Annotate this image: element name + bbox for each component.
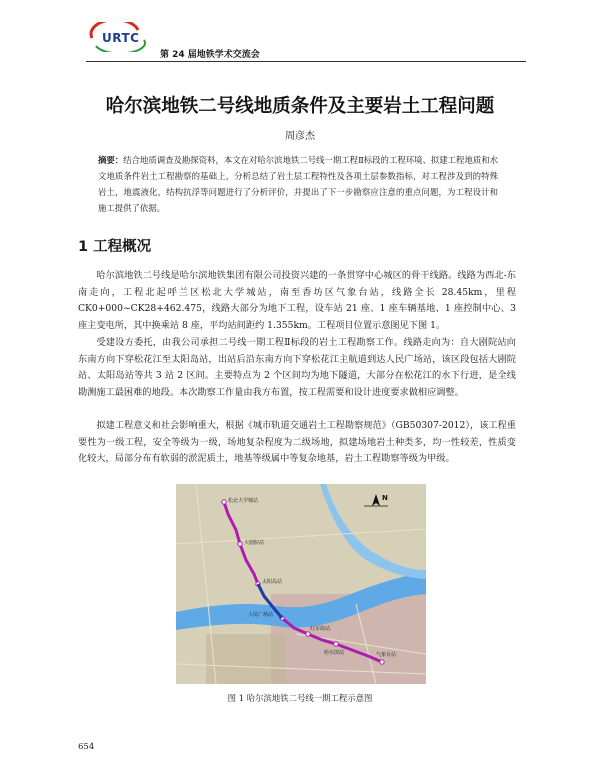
station-marker bbox=[238, 542, 242, 546]
abstract-text: 结合地质调查及勘探资料，本文在对哈尔滨地铁二号线一期工程Ⅱ标段的工程环境、拟建工程地质和水文地质条件岩土工程勘察的基础上，分析总结了岩土层工程特性及各项土层参数指标，对工程涉及到的特殊岩土，地震液化，结构抗浮等问题进行了分析评价，并提出了下一步勘察应注意的重点问题，为工程设计和施工提供了依据。 bbox=[98, 155, 498, 213]
station-marker bbox=[306, 632, 310, 636]
abstract-label: 摘要： bbox=[98, 155, 124, 165]
section-heading: 1 工程概况 bbox=[78, 239, 152, 255]
station-label: 人民广场站 bbox=[248, 612, 274, 618]
figure-caption: 图 1 哈尔滨地铁二号线一期工程示意图 bbox=[227, 693, 373, 703]
north-label: N bbox=[382, 494, 388, 502]
station-label: 太阳岛站 bbox=[262, 579, 283, 585]
route-map bbox=[176, 484, 426, 684]
header-divider bbox=[86, 61, 526, 62]
conference-title: 第 24 届地铁学术交流会 bbox=[160, 50, 260, 60]
station-marker bbox=[380, 660, 384, 664]
station-label: 松北大学城站 bbox=[228, 498, 259, 504]
paper-title: 哈尔滨地铁二号线地质条件及主要岩土工程问题 bbox=[105, 96, 495, 117]
station-label: 大剧院站 bbox=[244, 540, 265, 546]
body-paragraph-2: 受建设方委托，由我公司承担二号线一期工程Ⅱ标段的岩土工程勘察工作。线路走向为：自大剧院站向东南方向下穿松花江至太阳岛站，出站后沿东南方向下穿松花江主航道到达人民广场站，该区段包括大剧院站、太阳岛站等共 3 站 2 区间。主要特点为 2 个区间均为地下隧道，大部分在松花江的水下行进，是全线勘测施工最困难的地段。本次勘察工作量由我方布置，按工程需要和设计进度要求做相应调整。 bbox=[78, 337, 516, 398]
station-marker bbox=[222, 500, 226, 504]
station-label: 哈尔滨站 bbox=[324, 650, 345, 656]
body-paragraph-3: 拟建工程意义和社会影响重大，根据《城市轨道交通岩土工程勘察规范》（GB50307-2012），该工程重要性为一级工程，安全等级为一级，场地复杂程度为二级场地，拟建场地岩土种类多，均一性较差，性质变化较大，局部分布有软弱的淤泥质土，地基等级属中等复杂地基，岩土工程勘察等级为甲级。 bbox=[78, 420, 516, 464]
station-label: 红军街站 bbox=[310, 626, 331, 632]
station-marker bbox=[334, 642, 338, 646]
abstract bbox=[98, 152, 498, 216]
page-number: 654 bbox=[78, 742, 95, 752]
station-label: 气象台站 bbox=[376, 652, 397, 658]
logo-text: URTC bbox=[102, 31, 140, 45]
conference-logo bbox=[86, 22, 148, 52]
urban-area-west bbox=[206, 634, 286, 684]
route-map-figure bbox=[176, 484, 426, 684]
author-name: 周彦杰 bbox=[285, 131, 315, 142]
body-paragraph-1: 哈尔滨地铁二号线是哈尔滨地铁集团有限公司投资兴建的一条贯穿中心城区的骨干线路。线路为西北-东南走向，工程北起呼兰区松北大学城站，南至香坊区气象台站，线路全长 28.45km，里程 CK0+000~CK28+462.475，线路大部分为地下工程，设车站 21 座、1 座车辆基地、1 座控制中心、3 座主变电所，其中换乘站 8 座，平均站间距约 1.355km。工程项目位置示意图见下图 1。 bbox=[78, 270, 516, 331]
